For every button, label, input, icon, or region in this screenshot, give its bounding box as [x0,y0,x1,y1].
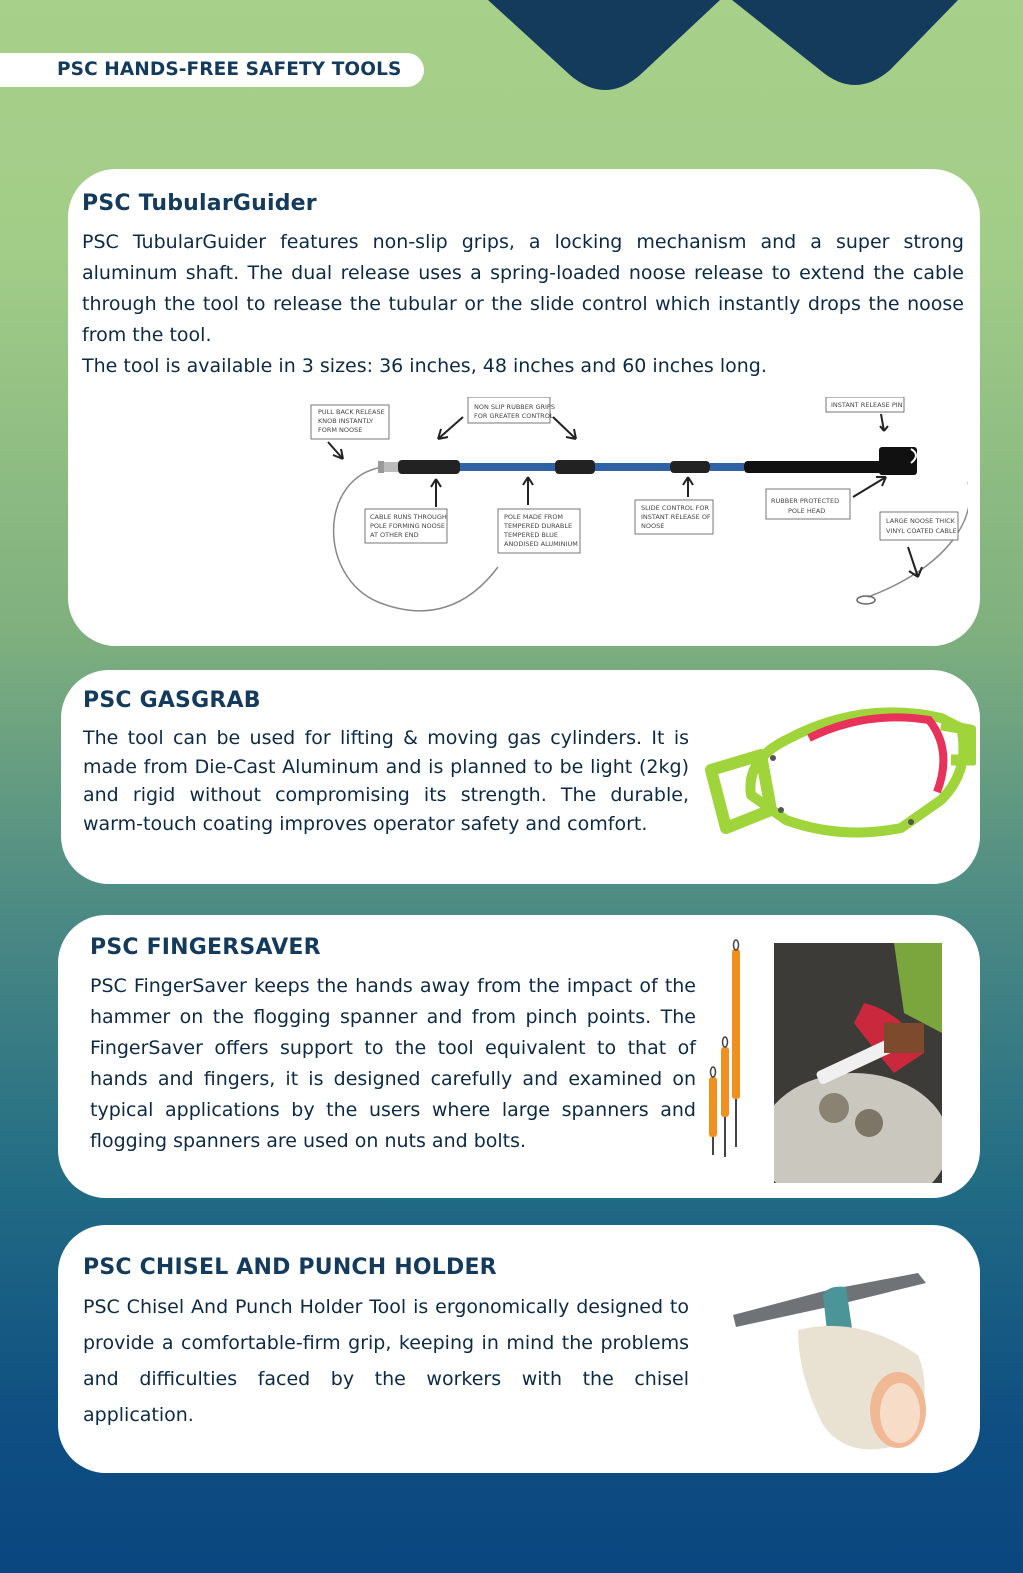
svg-text:TEMPERED DURABLE: TEMPERED DURABLE [504,522,573,530]
label-cable [365,509,447,543]
label-pull-back [311,405,389,439]
svg-text:VINYL COATED CABLE: VINYL COATED CABLE [886,527,957,535]
tubularguider-text: PSC TubularGuider features non-slip grips, a locking mechanism and a super strong aluminum shaft. The dual release uses a spring-loaded noose release to extend the cable through the tool to release the tubular or the slide control which instantly drops the noose from the tool. [82,231,964,346]
svg-text:AT OTHER END: AT OTHER END [370,531,419,539]
svg-text:SLIDE CONTROL FOR: SLIDE CONTROL FOR [641,504,710,512]
svg-text:TEMPERED BLUE: TEMPERED BLUE [504,531,559,539]
svg-text:KNOB INSTANTLY: KNOB INSTANTLY [318,417,374,425]
svg-text:RUBBER PROTECTED: RUBBER PROTECTED [771,497,840,505]
fingersaver-photo [774,943,942,1183]
fingersaver-tools-image [706,937,746,1177]
label-grips [468,397,555,423]
label-noose [880,512,958,540]
svg-text:POLE FORMING NOOSE: POLE FORMING NOOSE [370,522,446,530]
label-slide [635,500,713,534]
gasgrab-card [61,670,980,884]
svg-text:INSTANT RELEASE PIN: INSTANT RELEASE PIN [831,401,903,409]
tubularguider-card [68,169,980,646]
svg-text:POLE HEAD: POLE HEAD [788,507,826,515]
svg-text:ANODISED ALUMINIUM: ANODISED ALUMINIUM [504,540,578,548]
fingersaver-title: PSC FINGERSAVER [90,935,321,960]
svg-text:LARGE NOOSE THICK: LARGE NOOSE THICK [886,517,955,525]
svg-text:FOR GREATER CONTROL: FOR GREATER CONTROL [474,412,554,420]
svg-text:CABLE RUNS THROUGH: CABLE RUNS THROUGH [370,513,447,521]
tubularguider-sizes: The tool is available in 3 sizes: 36 inches, 48 inches and 60 inches long. [82,355,767,377]
chisel-card [58,1225,980,1473]
label-rubber [766,489,850,519]
gasgrab-description: The tool can be used for lifting & moving gas cylinders. It is made from Die-Cast Aluminum and is planned to be light (2kg) and rigid without compromising its strength. The durable, warm-touch coating improves operator safety and comfort. [83,727,689,835]
tubularguider-diagram [308,397,968,622]
gasgrab-image [691,700,976,850]
svg-text:POLE MADE FROM: POLE MADE FROM [504,513,564,521]
tubularguider-title: PSC TubularGuider [82,191,317,216]
svg-text:NON SLIP RUBBER GRIPS: NON SLIP RUBBER GRIPS [474,403,555,411]
chisel-holder-image [728,1245,958,1460]
chisel-title: PSC CHISEL AND PUNCH HOLDER [83,1255,497,1280]
svg-text:PULL BACK RELEASE: PULL BACK RELEASE [318,408,385,416]
page-title: PSC HANDS-FREE SAFETY TOOLS [0,53,424,87]
svg-text:FORM NOOSE: FORM NOOSE [318,426,363,434]
label-pole [498,509,580,553]
tubularguider-description [82,227,964,382]
svg-text:INSTANT RELEASE OF: INSTANT RELEASE OF [641,513,711,521]
fingersaver-card [58,915,980,1198]
svg-text:NOOSE: NOOSE [641,522,665,530]
gasgrab-title: PSC GASGRAB [83,688,261,713]
fingersaver-description: PSC FingerSaver keeps the hands away from the impact of the hammer on the flogging spanner and from pinch points. The FingerSaver offers support to the tool equivalent to that of hands and fingers, it is designed carefully and examined on typical applications by the users where large spanners and flogging spanners are used on nuts and bolts. [90,975,696,1152]
label-release-pin [826,397,904,412]
chisel-description: PSC Chisel And Punch Holder Tool is ergonomically designed to provide a comfortable-firm grip, keeping in mind the problems and difficulties faced by the workers with the chisel application. [83,1296,689,1426]
